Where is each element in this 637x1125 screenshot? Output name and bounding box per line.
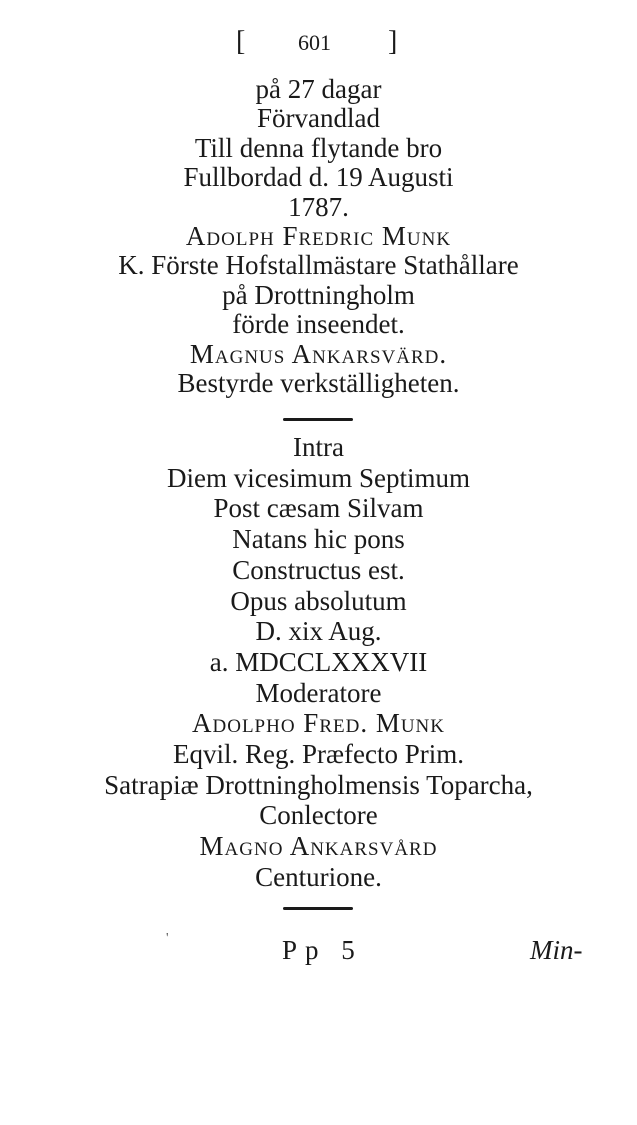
- swedish-line: Adolph Fredric Munk: [185, 221, 452, 251]
- latin-line: Diem vicesimum Septimum: [167, 462, 470, 493]
- latin-line: D. xix Aug.: [255, 616, 382, 647]
- swedish-line: Magnus Ankarsvärd.: [189, 338, 448, 369]
- swedish-line: Fullbordad d. 19 Augusti: [183, 162, 454, 193]
- page-number: 601: [298, 30, 331, 55]
- latin-line: Post cæsam Silvam: [213, 493, 424, 524]
- catchword: Min-: [530, 935, 583, 965]
- swedish-line: K. Förste Hofstallmästare Stathållare: [118, 250, 519, 281]
- swedish-line: Bestyrde verkställigheten.: [177, 368, 460, 398]
- latin-line: Magno Ankarsvård: [199, 831, 438, 862]
- latin-line: Natans hic pons: [232, 524, 405, 555]
- bottom-divider: [283, 907, 353, 910]
- swedish-line: förde inseendet.: [232, 309, 405, 340]
- latin-line: Satrapiæ Drottningholmensis Toparcha,: [104, 769, 533, 800]
- signature-mark: Pp 5: [282, 935, 363, 965]
- swedish-line: på 27 dagar: [255, 74, 382, 104]
- latin-line: Opus absolutum: [230, 585, 407, 616]
- latin-line: Moderatore: [255, 677, 382, 708]
- swedish-line: på Drottningholm: [222, 279, 415, 310]
- latin-line: a. MDCCLXXXVII: [209, 646, 428, 677]
- swedish-line: Förvandlad: [257, 103, 380, 134]
- latin-line: Centurione.: [255, 861, 382, 892]
- footer-mark: ': [166, 931, 169, 946]
- header-bracket-close: ]: [388, 26, 398, 57]
- latin-line: Constructus est.: [232, 554, 405, 585]
- page-footer: [0, 931, 637, 971]
- page-header: [0, 26, 637, 60]
- swedish-line: Till denna flytande bro: [194, 132, 443, 163]
- header-bracket-open: [: [236, 26, 246, 57]
- latin-line: Conlectore: [259, 800, 378, 831]
- latin-line: Eqvil. Reg. Præfecto Prim.: [173, 739, 464, 769]
- latin-line: Adolpho Fred. Munk: [192, 708, 445, 739]
- latin-line: Intra: [293, 432, 344, 462]
- swedish-line: 1787.: [288, 191, 349, 222]
- section-divider: [283, 418, 353, 421]
